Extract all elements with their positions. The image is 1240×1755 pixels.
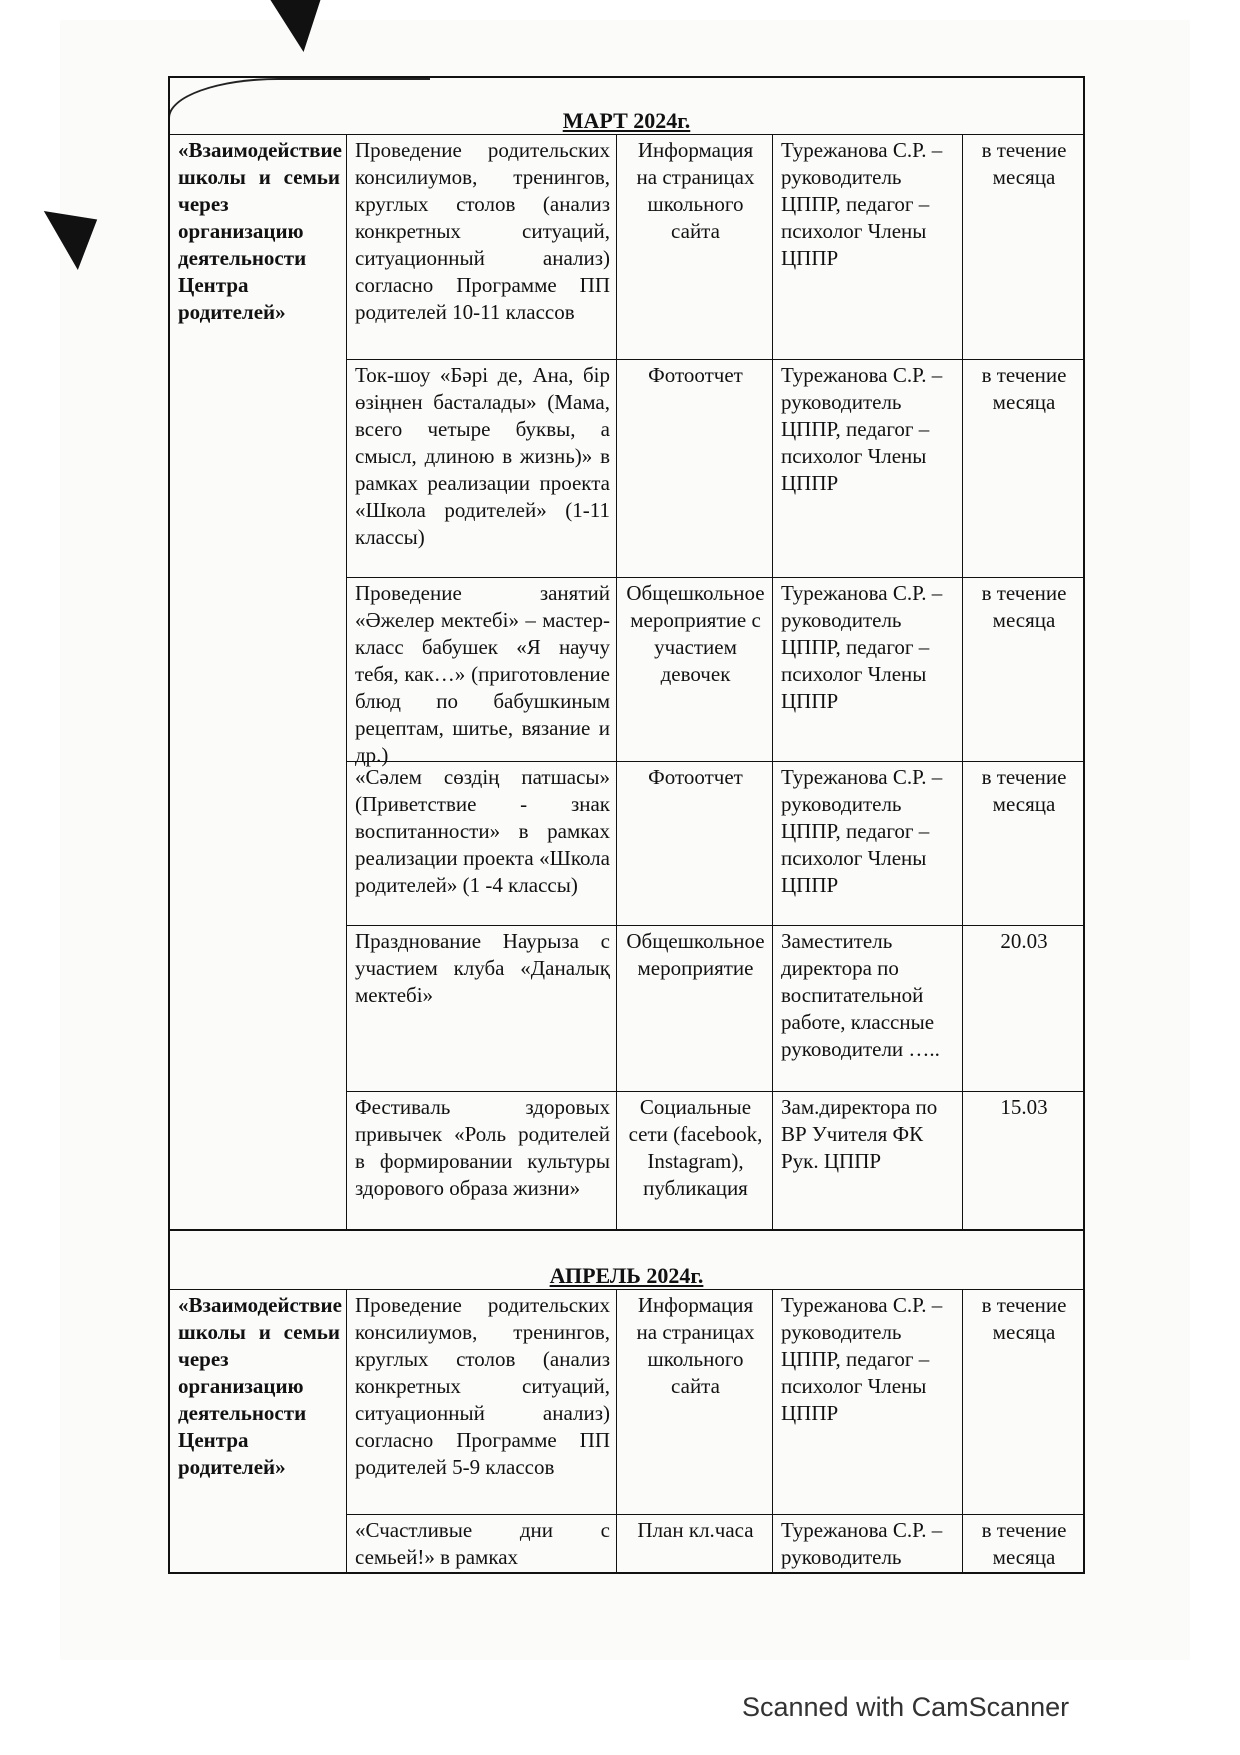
month-section-april xyxy=(168,1229,1085,1574)
month-section-march xyxy=(168,76,1085,1229)
topic-cell: «Взаимодействие школы и семьи через организацию деятельности Центра родителей» xyxy=(170,1290,347,1514)
event-cell: «Счастливые дни с семьей!» в рамках xyxy=(347,1514,617,1573)
event-cell: Проведение занятий «Әжелер мектебі» – мастер-класс бабушек «Я научу тебя, как…» (приготовление блюд по бабушкиным рецептам, шитье, вязание и др.) xyxy=(347,577,617,771)
table-row xyxy=(170,577,1083,767)
table-row xyxy=(170,134,1083,359)
deadline-cell: 15.03 xyxy=(963,1091,1083,1229)
form-cell: Информация на страницах школьного сайта xyxy=(617,135,773,359)
responsible-cell: Турежанова С.Р. –руководитель xyxy=(773,1514,963,1573)
month-title: МАРТ 2024г. xyxy=(562,108,691,133)
responsible-cell: Турежанова С.Р. –руководитель ЦППР, педагог – психолог Члены ЦППР xyxy=(773,1290,963,1514)
event-cell: Проведение родительских консилиумов, тренингов, круглых столов (анализ конкретных ситуаций, ситуационный анализ) согласно Программе ПП родителей 5-9 классов xyxy=(347,1290,617,1514)
table-row xyxy=(170,359,1083,577)
event-cell: «Сәлем сөздің патшасы» (Приветствие - знак воспитанности» в рамках реализации проекта «Школа родителей» (1 -4 классы) xyxy=(347,761,617,925)
plan-document xyxy=(168,76,1085,1574)
table-row xyxy=(170,761,1083,925)
deadline-cell: в течение месяца xyxy=(981,1293,1067,1344)
deadline-cell: в течение месяца xyxy=(963,761,1083,925)
topic-cell-continued xyxy=(170,359,347,577)
event-cell: Празднование Наурыза с участием клуба «Даналық мектебі» xyxy=(347,925,617,1091)
responsible-cell: Зам.директора по ВР Учителя ФК Рук. ЦППР xyxy=(773,1091,963,1229)
form-cell: Фотоотчет xyxy=(617,359,773,577)
table-row xyxy=(170,1514,1083,1572)
deadline-cell: в течение месяца xyxy=(963,359,1083,577)
event-cell: Фестиваль здоровых привычек «Роль родителей в формировании культуры здорового образа жизни» xyxy=(347,1091,617,1229)
form-cell: План кл.часа xyxy=(617,1514,773,1573)
form-cell: Фотоотчет xyxy=(617,761,773,925)
table-row xyxy=(170,925,1083,1091)
event-cell: Ток-шоу «Бәрі де, Ана, бір өзіңнен басталады» (Мама, всего четыре буквы, а смысл, длиною в жизнь)» в рамках реализации проекта «Школа родителей» (1-11 классы) xyxy=(347,359,617,577)
responsible-cell: Турежанова С.Р. –руководитель ЦППР, педагог – психолог Члены ЦППР xyxy=(773,577,963,771)
topic-cell: «Взаимодействие школы и семьи через организацию деятельности Центра родителей» xyxy=(170,135,347,359)
form-cell: Информация на страницах школьного сайта xyxy=(617,1290,773,1514)
topic-cell-continued xyxy=(170,925,347,1091)
deadline-cell: в течение месяца xyxy=(963,577,1083,771)
table-row xyxy=(170,1091,1083,1229)
deadline-cell: 20.03 xyxy=(963,925,1083,1091)
deadline-cell: в течение месяца xyxy=(981,138,1067,189)
topic-cell-continued xyxy=(170,1514,347,1573)
topic-cell-continued xyxy=(170,1091,347,1229)
topic-cell-continued xyxy=(170,577,347,771)
responsible-cell: Турежанова С.Р. –руководитель ЦППР, педагог – психолог Члены ЦППР xyxy=(773,761,963,925)
responsible-cell: Турежанова С.Р. –руководитель ЦППР, педагог – психолог Члены ЦППР xyxy=(773,135,963,359)
form-cell: Социальные сети (facebook, Instagram), публикация xyxy=(617,1091,773,1229)
month-title: АПРЕЛЬ 2024г. xyxy=(549,1263,704,1288)
responsible-cell: Заместитель директора по воспитательной работе, классные руководители ….. xyxy=(773,925,963,1091)
scanner-watermark: Scanned with CamScanner xyxy=(742,1692,1070,1722)
deadline-cell: в течение месяца xyxy=(963,1514,1083,1573)
responsible-cell: Турежанова С.Р. –руководитель ЦППР, педагог – психолог Члены ЦППР xyxy=(773,359,963,577)
form-cell: Общешкольное мероприятие xyxy=(617,925,773,1091)
event-cell: Проведение родительских консилиумов, тренингов, круглых столов (анализ конкретных ситуаций, ситуационный анализ) согласно Программе ПП родителей 10-11 классов xyxy=(347,135,617,359)
form-cell: Общешкольное мероприятие с участием девочек xyxy=(617,577,773,771)
topic-cell-continued xyxy=(170,761,347,925)
table-row xyxy=(170,1289,1083,1514)
